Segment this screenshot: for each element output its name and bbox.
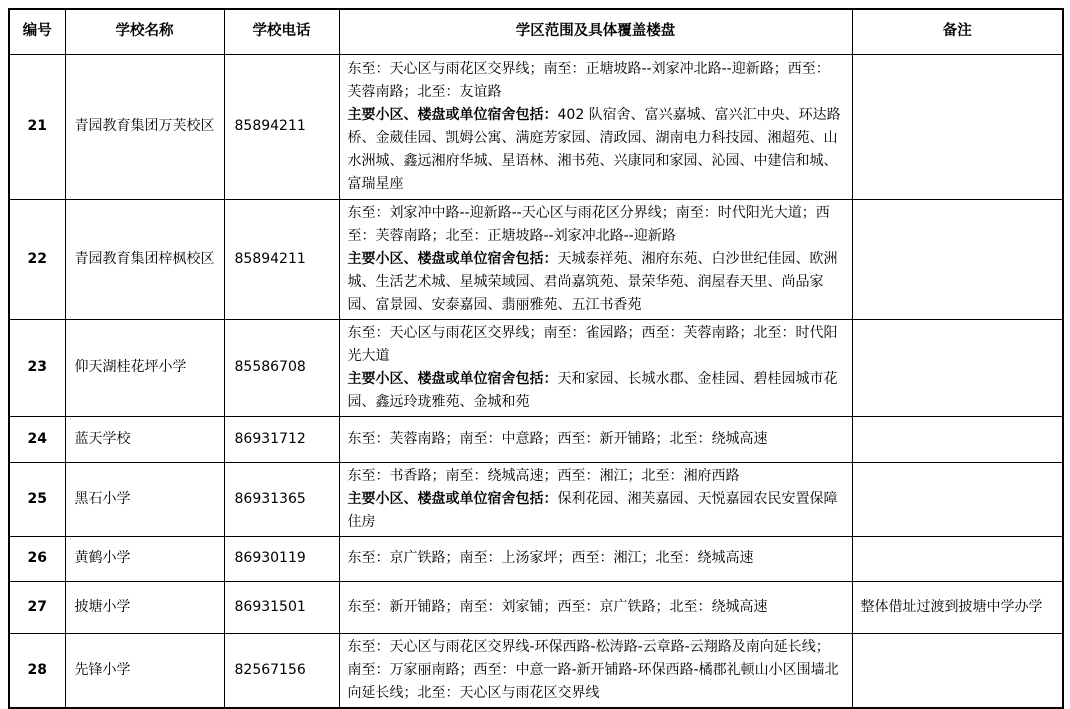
covered-properties-label: 主要小区、楼盘或单位宿舍包括： <box>347 370 558 387</box>
school-phone-cell: 85894211 <box>224 54 339 199</box>
school-district-table <box>8 8 1064 709</box>
school-phone-cell: 86931501 <box>224 581 339 633</box>
district-scope-cell <box>339 319 852 416</box>
table-row <box>9 581 1063 633</box>
school-phone-cell: 85894211 <box>224 199 339 319</box>
remark-cell <box>852 199 1063 319</box>
school-phone-cell: 86930119 <box>224 536 339 581</box>
table-row <box>9 633 1063 708</box>
school-name-cell: 青园教育集团梓枫校区 <box>65 199 224 319</box>
district-boundaries-text: 东至：刘家冲中路--迎新路--天心区与雨花区分界线；南至：时代阳光大道；西至：芙蓉南路；北至：正塘坡路--刘家冲北路--迎新路 <box>347 204 830 244</box>
remark-cell <box>852 462 1063 536</box>
district-scope-cell <box>339 416 852 462</box>
header-district-scope: 学区范围及具体覆盖楼盘 <box>339 9 852 54</box>
table-row <box>9 319 1063 416</box>
row-number-cell: 23 <box>9 319 65 416</box>
table-row <box>9 54 1063 199</box>
district-scope-cell <box>339 633 852 708</box>
district-scope-cell <box>339 536 852 581</box>
covered-properties-text: 天和家园、长城水郡、金桂园、碧桂园城市花园、鑫远玲珑雅苑、金城和苑 <box>347 370 838 410</box>
remark-cell <box>852 633 1063 708</box>
row-number-cell: 21 <box>9 54 65 199</box>
row-number-cell: 27 <box>9 581 65 633</box>
table-header <box>9 9 1063 54</box>
district-scope-cell <box>339 581 852 633</box>
header-school-phone: 学校电话 <box>224 9 339 54</box>
table-row <box>9 462 1063 536</box>
school-name-cell: 青园教育集团万芙校区 <box>65 54 224 199</box>
remark-cell <box>852 416 1063 462</box>
district-boundaries-text: 东至：天心区与雨花区交界线；南至：正塘坡路--刘家冲北路--迎新路；西至：芙蓉南路；北至：友谊路 <box>347 60 830 100</box>
remark-cell <box>852 54 1063 199</box>
district-scope-cell <box>339 462 852 536</box>
district-boundaries-text: 东至：书香路；南至：绕城高速；西至：湘江；北至：湘府西路 <box>347 467 740 484</box>
remark-cell <box>852 536 1063 581</box>
covered-properties-line <box>348 368 844 414</box>
header-remark: 备注 <box>852 9 1063 54</box>
row-number-cell: 25 <box>9 462 65 536</box>
remark-cell <box>852 319 1063 416</box>
header-school-name: 学校名称 <box>65 9 224 54</box>
covered-properties-line <box>348 104 844 196</box>
school-phone-cell: 82567156 <box>224 633 339 708</box>
table-row <box>9 416 1063 462</box>
school-name-cell: 黑石小学 <box>65 462 224 536</box>
school-phone-cell: 86931712 <box>224 416 339 462</box>
covered-properties-label: 主要小区、楼盘或单位宿舍包括： <box>347 106 558 123</box>
school-name-cell: 披塘小学 <box>65 581 224 633</box>
district-boundaries-text: 东至：天心区与雨花区交界线-环保西路-松涛路-云章路-云翔路及南向延长线；南至：万家丽南路；西至：中意一路-新开铺路-环保西路-橘郡礼顿山小区围墙北向延长线；北至：天心区与雨花区交界线 <box>347 638 839 701</box>
school-name-cell: 先锋小学 <box>65 633 224 708</box>
district-boundaries-text: 东至：新开铺路；南至：刘家铺；西至：京广铁路；北至：绕城高速 <box>347 598 768 615</box>
covered-properties-line <box>348 248 844 317</box>
district-scope-cell <box>339 199 852 319</box>
table-body <box>9 54 1063 708</box>
row-number-cell: 24 <box>9 416 65 462</box>
covered-properties-label: 主要小区、楼盘或单位宿舍包括： <box>347 490 558 507</box>
header-row <box>9 9 1063 54</box>
covered-properties-line <box>348 488 844 534</box>
covered-properties-text: 402 队宿舍、富兴嘉城、富兴汇中央、环达路桥、金葳佳园、凯姆公寓、满庭芳家园、清政园、湖南电力科技园、湘超苑、山水洲城、鑫远湘府华城、星语林、湘书苑、兴康同和家园、沁园、中建信和城、富瑞星座 <box>347 106 841 192</box>
district-scope-cell <box>339 54 852 199</box>
school-name-cell: 黄鹤小学 <box>65 536 224 581</box>
covered-properties-text: 保利花园、湘芙嘉园、天悦嘉园农民安置保障住房 <box>347 490 838 530</box>
school-phone-cell: 85586708 <box>224 319 339 416</box>
row-number-cell: 28 <box>9 633 65 708</box>
remark-cell: 整体借址过渡到披塘中学办学 <box>852 581 1063 633</box>
district-boundaries-text: 东至：京广铁路；南至：上汤家坪；西至：湘江；北至：绕城高速 <box>347 550 754 566</box>
row-number-cell: 26 <box>9 536 65 581</box>
header-number: 编号 <box>9 9 65 54</box>
school-name-cell: 仰天湖桂花坪小学 <box>65 319 224 416</box>
district-boundaries-text: 东至：芙蓉南路；南至：中意路；西至：新开铺路；北至：绕城高速 <box>347 430 768 447</box>
table-row <box>9 536 1063 581</box>
school-name-cell: 蓝天学校 <box>65 416 224 462</box>
table-row <box>9 199 1063 319</box>
district-boundaries-text: 东至：天心区与雨花区交界线；南至：雀园路；西至：芙蓉南路；北至：时代阳光大道 <box>347 324 838 364</box>
covered-properties-text: 天城泰祥苑、湘府东苑、白沙世纪佳园、欧洲城、生活艺术城、星城荣域园、君尚嘉筑苑、景荣华苑、润屋春天里、尚品家园、富景园、安泰嘉园、翡丽雅苑、五江书香苑 <box>347 250 838 313</box>
school-phone-cell: 86931365 <box>224 462 339 536</box>
row-number-cell: 22 <box>9 199 65 319</box>
covered-properties-label: 主要小区、楼盘或单位宿舍包括： <box>347 250 558 267</box>
